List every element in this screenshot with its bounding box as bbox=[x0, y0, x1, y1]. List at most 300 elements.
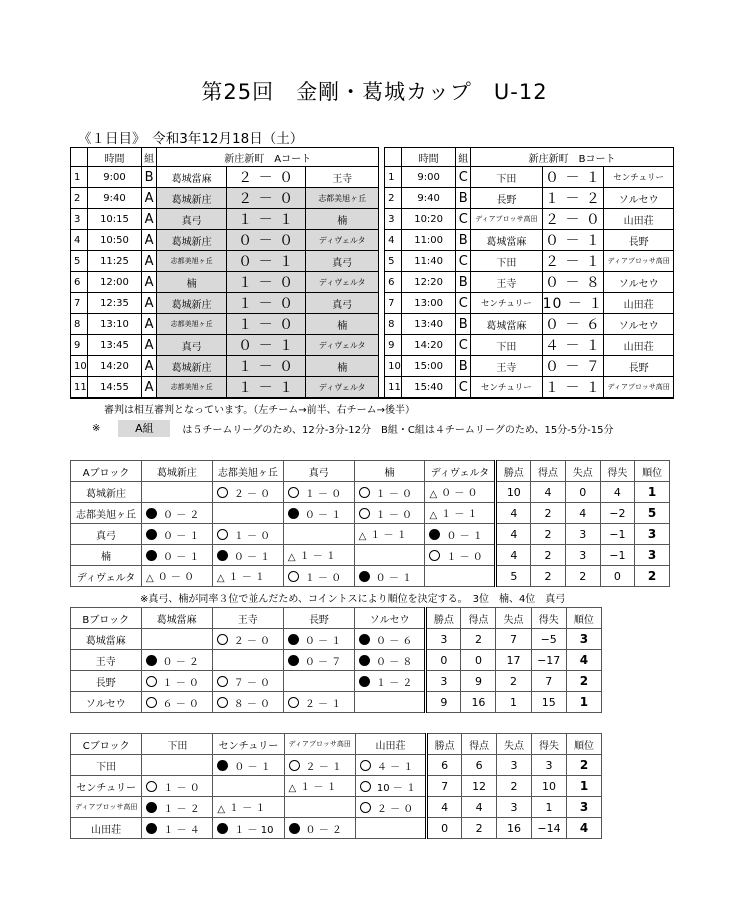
page-title: 第25回 金剛・葛城カップ U-12 bbox=[201, 80, 548, 104]
opponent-header: 山田荘 bbox=[355, 734, 426, 755]
home-team: 志都美旭ヶ丘 bbox=[156, 251, 226, 272]
home-team: 葛城新庄 bbox=[156, 293, 226, 314]
win-circle-icon bbox=[217, 529, 228, 540]
team-name: 志都美旭ヶ丘 bbox=[71, 503, 142, 524]
match-time: 10:20 bbox=[401, 209, 455, 230]
match-time: 13:40 bbox=[401, 314, 455, 335]
result-cell bbox=[283, 629, 354, 650]
schedule-row bbox=[71, 272, 674, 293]
team-name: 真弓 bbox=[71, 524, 142, 545]
result-cell bbox=[355, 692, 426, 713]
note-mark: ※ bbox=[92, 423, 101, 434]
stat-value: 10 bbox=[496, 482, 531, 503]
away-team: 真弓 bbox=[305, 293, 378, 314]
match-number: 5 bbox=[385, 251, 402, 272]
win-circle-icon bbox=[146, 676, 157, 687]
schedule-row bbox=[71, 251, 674, 272]
stat-value: 16 bbox=[497, 818, 532, 839]
win-circle-icon bbox=[146, 697, 157, 708]
result-cell bbox=[283, 671, 354, 692]
result-score: １ － ４ bbox=[163, 824, 200, 836]
match-group: A bbox=[142, 209, 157, 230]
away-team: ディヴェルタ bbox=[305, 272, 378, 293]
result-cell bbox=[283, 503, 354, 524]
rank-value: 3 bbox=[635, 524, 670, 545]
stat-header: 順位 bbox=[567, 734, 602, 755]
result-cell bbox=[213, 776, 284, 797]
match-number: 8 bbox=[385, 314, 402, 335]
win-circle-icon bbox=[429, 550, 440, 561]
stat-value: 9 bbox=[461, 671, 496, 692]
standings-row bbox=[71, 545, 670, 566]
home-team: 長野 bbox=[471, 188, 542, 209]
block-name: Cブロック bbox=[71, 734, 142, 755]
schedule-row bbox=[71, 314, 674, 335]
stat-value: 3 bbox=[565, 524, 600, 545]
stat-header: 得失 bbox=[531, 734, 566, 755]
rank-value: 2 bbox=[635, 566, 670, 587]
draw-triangle-icon: △ bbox=[288, 783, 297, 794]
stat-value: 4 bbox=[531, 482, 566, 503]
stat-value: 12 bbox=[462, 776, 497, 797]
stat-header: 勝点 bbox=[426, 608, 461, 629]
team-name: 葛城當麻 bbox=[71, 629, 142, 650]
result-score: ０ － ８ bbox=[376, 656, 413, 668]
match-score: ２ － ０ bbox=[542, 209, 604, 230]
result-cell bbox=[354, 545, 425, 566]
win-circle-icon bbox=[217, 634, 228, 645]
result-cell bbox=[354, 524, 425, 545]
stat-value: 3 bbox=[531, 755, 566, 776]
match-number: 10 bbox=[385, 356, 402, 377]
loss-dot-icon bbox=[359, 634, 370, 645]
result-cell bbox=[425, 503, 496, 524]
standings-row bbox=[71, 524, 670, 545]
loss-dot-icon bbox=[217, 823, 228, 834]
court-a-header: 新庄新町 Aコート bbox=[156, 148, 378, 167]
result-score: １ － ０ bbox=[304, 572, 342, 584]
win-circle-icon bbox=[217, 676, 228, 687]
away-team: ディヴェルタ bbox=[305, 230, 378, 251]
schedule-row bbox=[71, 335, 674, 356]
away-team: ディアブロッサ高田 bbox=[604, 251, 674, 272]
stat-value: −1 bbox=[600, 545, 635, 566]
result-cell bbox=[283, 692, 354, 713]
result-score: ０ － ７ bbox=[304, 656, 342, 668]
time-header-a: 時間 bbox=[87, 148, 141, 167]
stat-value: 2 bbox=[497, 776, 532, 797]
block-name: Bブロック bbox=[71, 608, 142, 629]
match-time: 10:50 bbox=[87, 230, 141, 251]
match-score: １ － １ bbox=[542, 377, 604, 399]
match-time: 9:00 bbox=[87, 167, 141, 188]
stat-value: 7 bbox=[531, 671, 566, 692]
match-group: B bbox=[456, 188, 471, 209]
win-circle-icon bbox=[146, 781, 157, 792]
result-score: ２ － ０ bbox=[233, 488, 271, 500]
a-group-badge: A組 bbox=[118, 420, 170, 437]
result-cell bbox=[355, 776, 426, 797]
match-score: ０ － １ bbox=[227, 251, 306, 272]
home-team: 葛城當麻 bbox=[156, 167, 226, 188]
result-score: ７ － ０ bbox=[233, 677, 271, 689]
match-group: A bbox=[142, 251, 157, 272]
match-time: 9:40 bbox=[401, 188, 455, 209]
team-name: 楠 bbox=[71, 545, 142, 566]
stat-value: 2 bbox=[496, 671, 531, 692]
result-score: １ － １ bbox=[228, 572, 265, 583]
result-cell bbox=[425, 566, 496, 587]
away-team: 楠 bbox=[305, 314, 378, 335]
result-cell bbox=[142, 524, 213, 545]
match-time: 12:20 bbox=[401, 272, 455, 293]
result-score: ０ － １ bbox=[375, 572, 413, 584]
result-cell bbox=[213, 797, 284, 818]
block-a-table bbox=[70, 460, 670, 587]
result-cell bbox=[212, 692, 283, 713]
block-header-row bbox=[71, 608, 602, 629]
away-team: ソルセウ bbox=[604, 314, 674, 335]
stat-header: 得点 bbox=[531, 461, 566, 482]
result-score: １ － １ bbox=[441, 509, 478, 520]
schedule-row bbox=[71, 356, 674, 377]
away-team: ディヴェルタ bbox=[305, 335, 378, 356]
result-cell bbox=[142, 566, 213, 587]
stat-value: 0 bbox=[565, 482, 600, 503]
away-team: 王寺 bbox=[305, 167, 378, 188]
match-score: １ － ０ bbox=[227, 356, 306, 377]
schedule-table bbox=[70, 147, 674, 399]
loss-dot-icon bbox=[359, 655, 370, 666]
home-team: センチュリー bbox=[471, 293, 542, 314]
home-team: 楠 bbox=[156, 272, 226, 293]
rank-value: 5 bbox=[635, 503, 670, 524]
result-score: １ － ０ bbox=[375, 509, 413, 521]
stat-value: 0 bbox=[426, 650, 461, 671]
schedule-row bbox=[71, 167, 674, 188]
standings-row bbox=[71, 692, 602, 713]
match-score: ２ － ０ bbox=[227, 188, 306, 209]
rank-value: 2 bbox=[566, 671, 601, 692]
match-number: 7 bbox=[385, 293, 402, 314]
result-cell bbox=[142, 482, 213, 503]
stat-header: 失点 bbox=[497, 734, 532, 755]
stat-value: 4 bbox=[600, 482, 635, 503]
result-score: １ － ０ bbox=[162, 677, 199, 689]
standings-row bbox=[71, 503, 670, 524]
away-team: 真弓 bbox=[305, 251, 378, 272]
time-header-b: 時間 bbox=[401, 148, 455, 167]
block-name: Aブロック bbox=[71, 461, 142, 482]
match-score: １ － １ bbox=[227, 377, 306, 399]
match-score: １ － １ bbox=[227, 209, 306, 230]
stat-header: 勝点 bbox=[427, 734, 462, 755]
stat-value: 1 bbox=[531, 797, 566, 818]
home-team: 下田 bbox=[471, 335, 542, 356]
result-cell bbox=[283, 482, 354, 503]
team-name: センチュリー bbox=[71, 776, 142, 797]
match-number: 10 bbox=[71, 356, 88, 377]
stat-value: 2 bbox=[531, 566, 566, 587]
match-time: 14:20 bbox=[87, 356, 141, 377]
result-score: ０ － １ bbox=[163, 551, 200, 563]
match-group: C bbox=[456, 209, 471, 230]
loss-dot-icon bbox=[359, 676, 370, 687]
match-time: 13:10 bbox=[87, 314, 141, 335]
away-team: 志都美旭ヶ丘 bbox=[305, 188, 378, 209]
stat-value: 3 bbox=[497, 797, 532, 818]
result-score: ４ － １ bbox=[376, 761, 414, 773]
stat-value: 2 bbox=[531, 545, 566, 566]
standings-row bbox=[71, 629, 602, 650]
home-team: 真弓 bbox=[156, 209, 226, 230]
win-circle-icon bbox=[360, 802, 371, 813]
home-team: 葛城新庄 bbox=[156, 188, 226, 209]
result-cell bbox=[212, 629, 283, 650]
win-circle-icon bbox=[289, 760, 300, 771]
win-circle-icon bbox=[288, 487, 299, 498]
result-cell bbox=[354, 566, 425, 587]
match-time: 15:40 bbox=[401, 377, 455, 399]
loss-dot-icon bbox=[146, 550, 157, 561]
rank-value: 2 bbox=[567, 755, 602, 776]
stat-value: 4 bbox=[565, 503, 600, 524]
match-time: 11:25 bbox=[87, 251, 141, 272]
match-time: 9:40 bbox=[87, 188, 141, 209]
match-score: １ － ０ bbox=[227, 272, 306, 293]
loss-dot-icon bbox=[146, 529, 157, 540]
rank-value: 1 bbox=[635, 482, 670, 503]
stat-value: 3 bbox=[565, 545, 600, 566]
opponent-header: ソルセウ bbox=[355, 608, 426, 629]
result-cell bbox=[142, 503, 213, 524]
stat-value: −1 bbox=[600, 524, 635, 545]
standings-row bbox=[71, 671, 602, 692]
match-group: A bbox=[142, 356, 157, 377]
stat-value: 10 bbox=[531, 776, 566, 797]
standings-row bbox=[71, 566, 670, 587]
result-score: １ － １ bbox=[370, 530, 407, 541]
match-group: A bbox=[142, 377, 157, 399]
away-team: ディヴェルタ bbox=[305, 377, 378, 399]
draw-triangle-icon: △ bbox=[216, 573, 225, 584]
result-cell bbox=[355, 755, 426, 776]
match-number: 11 bbox=[71, 377, 88, 399]
result-score: ０ － ０ bbox=[157, 572, 195, 583]
result-score: ０ － ２ bbox=[162, 656, 199, 668]
team-name: ソルセウ bbox=[71, 692, 142, 713]
result-score: ０ － １ bbox=[234, 761, 271, 773]
match-group: B bbox=[456, 356, 471, 377]
opponent-header: 葛城新庄 bbox=[142, 461, 213, 482]
match-score: １ － ２ bbox=[542, 188, 604, 209]
match-time: 10:15 bbox=[87, 209, 141, 230]
match-group: C bbox=[456, 167, 471, 188]
standings-row bbox=[71, 818, 602, 839]
block-b-table bbox=[70, 607, 602, 713]
match-number: 7 bbox=[71, 293, 88, 314]
result-score: ０ － ２ bbox=[305, 824, 342, 836]
result-score: ０ － １ bbox=[163, 530, 200, 542]
standings-row bbox=[71, 797, 602, 818]
stat-value: 4 bbox=[427, 797, 462, 818]
match-number: 2 bbox=[71, 188, 88, 209]
schedule-row bbox=[71, 377, 674, 399]
result-cell bbox=[355, 629, 426, 650]
loss-dot-icon bbox=[217, 760, 228, 771]
group-header-a: 組 bbox=[142, 148, 157, 167]
match-time: 13:00 bbox=[401, 293, 455, 314]
match-time: 13:45 bbox=[87, 335, 141, 356]
match-group: B bbox=[456, 314, 471, 335]
home-team: 王寺 bbox=[471, 356, 542, 377]
result-cell bbox=[355, 671, 426, 692]
opponent-header: 王寺 bbox=[212, 608, 283, 629]
result-score: ０ － １ bbox=[233, 551, 271, 563]
result-cell bbox=[141, 671, 212, 692]
result-cell bbox=[284, 797, 355, 818]
rank-value: 1 bbox=[567, 776, 602, 797]
loss-dot-icon bbox=[217, 550, 228, 561]
result-score: ０ － １ bbox=[304, 509, 342, 521]
result-cell bbox=[425, 545, 496, 566]
result-score: ２ － １ bbox=[304, 698, 342, 710]
opponent-header: 葛城當麻 bbox=[141, 608, 212, 629]
team-name: 葛城新庄 bbox=[71, 482, 142, 503]
result-cell bbox=[355, 650, 426, 671]
result-cell bbox=[141, 650, 212, 671]
match-time: 11:40 bbox=[401, 251, 455, 272]
rank-value: 4 bbox=[567, 818, 602, 839]
block-header-row bbox=[71, 461, 670, 482]
stat-header: 勝点 bbox=[496, 461, 531, 482]
match-score: ４ － １ bbox=[542, 335, 604, 356]
result-cell bbox=[354, 482, 425, 503]
result-cell bbox=[212, 545, 283, 566]
stat-value: 2 bbox=[461, 629, 496, 650]
stat-header: 失点 bbox=[496, 608, 531, 629]
stat-value: 3 bbox=[497, 755, 532, 776]
win-circle-icon bbox=[360, 760, 371, 771]
match-group: A bbox=[142, 230, 157, 251]
court-b-header: 新庄新町 Bコート bbox=[471, 148, 674, 167]
stat-value: 4 bbox=[496, 524, 531, 545]
result-cell bbox=[283, 650, 354, 671]
result-score: ６ － ０ bbox=[162, 698, 199, 710]
stat-value: 0 bbox=[461, 650, 496, 671]
result-score: １ － ０ bbox=[446, 551, 483, 563]
result-score: １ － １ bbox=[300, 782, 337, 793]
home-team: 葛城新庄 bbox=[156, 230, 226, 251]
result-score: ０ － １ bbox=[304, 635, 342, 647]
opponent-header: 長野 bbox=[283, 608, 354, 629]
result-score: １ － ２ bbox=[376, 677, 413, 689]
result-score: ２ － ０ bbox=[376, 803, 414, 815]
stat-value: 6 bbox=[462, 755, 497, 776]
match-time: 12:35 bbox=[87, 293, 141, 314]
stat-value: 7 bbox=[427, 776, 462, 797]
home-team: 葛城當麻 bbox=[471, 314, 542, 335]
match-number: 9 bbox=[71, 335, 88, 356]
home-team: 下田 bbox=[471, 251, 542, 272]
away-team: 山田荘 bbox=[604, 335, 674, 356]
opponent-header: ディアブロッサ高田 bbox=[284, 734, 355, 755]
result-score: ０ － ０ bbox=[441, 488, 478, 499]
match-score: ０ － １ bbox=[542, 230, 604, 251]
away-team: 山田荘 bbox=[604, 293, 674, 314]
win-circle-icon bbox=[359, 487, 370, 498]
loss-dot-icon bbox=[146, 655, 157, 666]
day-date-line: 《１日目》 令和3年12月18日（土） bbox=[78, 131, 304, 147]
opponent-header: 下田 bbox=[142, 734, 213, 755]
schedule-row bbox=[71, 188, 674, 209]
team-name: 山田荘 bbox=[71, 818, 142, 839]
match-group: A bbox=[142, 272, 157, 293]
match-number: 1 bbox=[385, 167, 402, 188]
draw-triangle-icon: △ bbox=[429, 510, 438, 521]
match-group: C bbox=[456, 335, 471, 356]
match-group: A bbox=[142, 335, 157, 356]
result-score: １ － ０ bbox=[375, 488, 413, 500]
result-score: ０ － ２ bbox=[163, 509, 200, 521]
rank-value: 3 bbox=[567, 797, 602, 818]
result-cell bbox=[355, 818, 426, 839]
stat-value: 4 bbox=[462, 797, 497, 818]
away-team: ソルセウ bbox=[604, 272, 674, 293]
match-number: 8 bbox=[71, 314, 88, 335]
result-cell bbox=[142, 818, 213, 839]
result-score: ０ － １ bbox=[446, 530, 483, 542]
away-team: 長野 bbox=[604, 230, 674, 251]
draw-triangle-icon: △ bbox=[146, 573, 154, 584]
stat-header: 順位 bbox=[635, 461, 670, 482]
match-score: ２ － １ bbox=[542, 251, 604, 272]
match-group: A bbox=[142, 188, 157, 209]
match-group: C bbox=[456, 377, 471, 399]
stat-value: 4 bbox=[496, 545, 531, 566]
result-cell bbox=[354, 503, 425, 524]
home-team: センチュリー bbox=[471, 377, 542, 399]
home-team: ディアブロッサ高田 bbox=[471, 209, 542, 230]
stat-value: 0 bbox=[600, 566, 635, 587]
away-team: 山田荘 bbox=[604, 209, 674, 230]
match-score: ０ － ０ bbox=[227, 230, 306, 251]
result-score: ２ － １ bbox=[305, 761, 342, 773]
match-score: １ － ０ bbox=[227, 314, 306, 335]
match-number: 2 bbox=[385, 188, 402, 209]
draw-triangle-icon: △ bbox=[429, 489, 438, 500]
stat-value: 5 bbox=[496, 566, 531, 587]
win-circle-icon bbox=[288, 571, 299, 582]
match-score: ０ － ６ bbox=[542, 314, 604, 335]
rank-value: 3 bbox=[566, 629, 601, 650]
win-circle-icon bbox=[217, 697, 228, 708]
match-score: ０ － ８ bbox=[542, 272, 604, 293]
result-score: 10 － １ bbox=[376, 782, 416, 794]
result-cell bbox=[212, 671, 283, 692]
team-name: ディヴェルタ bbox=[71, 566, 142, 587]
opponent-header: 真弓 bbox=[283, 461, 354, 482]
match-group: B bbox=[456, 230, 471, 251]
home-team: 志都美旭ヶ丘 bbox=[156, 377, 226, 399]
match-score: 10 － １ bbox=[542, 293, 604, 314]
result-cell bbox=[284, 818, 355, 839]
result-cell bbox=[425, 482, 496, 503]
result-cell bbox=[213, 755, 284, 776]
match-group: C bbox=[456, 251, 471, 272]
result-cell bbox=[141, 692, 212, 713]
team-name: 下田 bbox=[71, 755, 142, 776]
